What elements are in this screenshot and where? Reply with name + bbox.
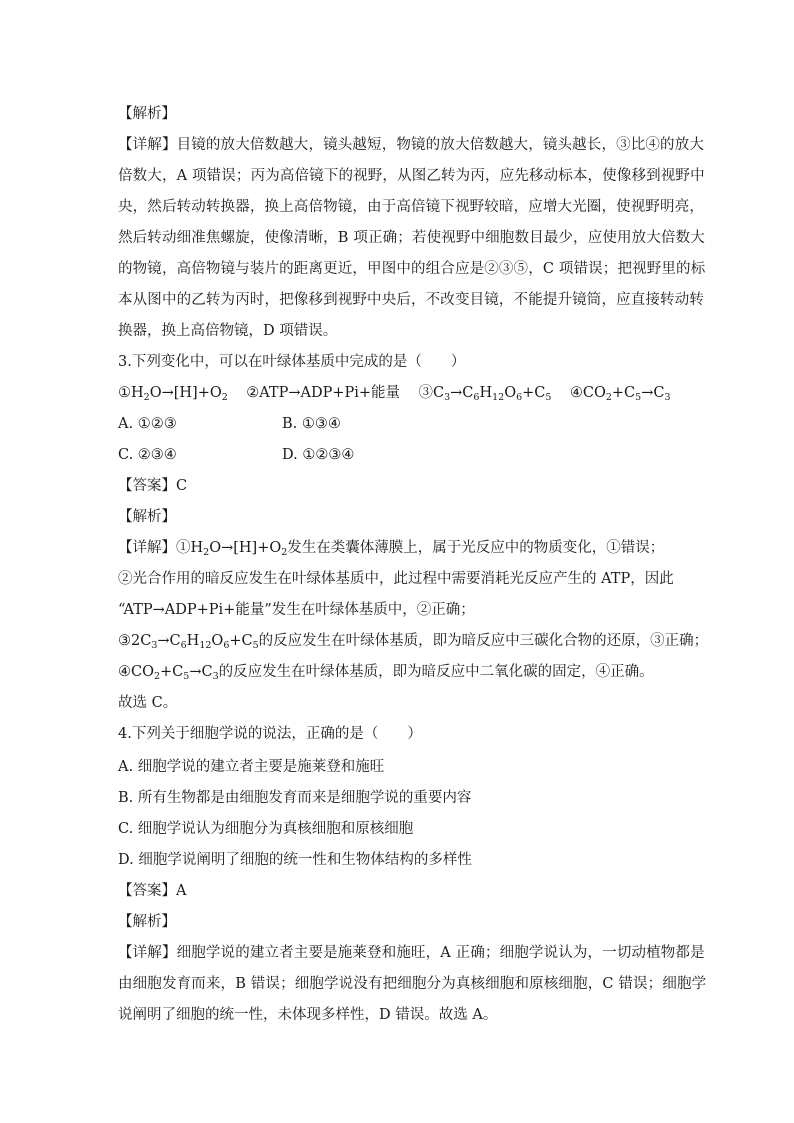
option-c: C. 细胞学说认为细胞分为真核细胞和原核细胞 xyxy=(118,821,414,837)
detail-line: 本从图中的乙转为丙时，把像移到视野中央后，不改变目镜，不能提升镜筒，应直接转动转 xyxy=(118,292,704,308)
detail-line: 央，然后转动转换器，换上高倍物镜，由于高倍镜下视野较暗，应增大光圈，使视野明亮， xyxy=(118,199,704,215)
option-b: B. ①③④ xyxy=(282,416,341,432)
detail-line: 换器，换上高倍物镜，D 项错误。 xyxy=(118,323,338,339)
jiexi-heading: 【解析】 xyxy=(118,914,176,930)
option-d: D. 细胞学说阐明了细胞的统一性和生物体结构的多样性 xyxy=(118,852,472,868)
item-3: $③C_3\to C_6H_{12}O_6+C_5$ xyxy=(418,385,552,403)
item-1: $①H_2O\to[H]+O_2$ xyxy=(118,385,228,403)
detail-line: “ATP→ADP+Pi+能量”发生在叶绿体基质中，②正确； xyxy=(118,602,475,618)
question-stem: 3.下列变化中，可以在叶绿体基质中完成的是（ ） xyxy=(118,354,466,370)
option-b: B. 所有生物都是由细胞发育而来是细胞学说的重要内容 xyxy=(118,790,472,806)
option-c: C. ②③④ xyxy=(118,447,177,463)
detail-line: 的物镜，高倍物镜与装片的距离更近，甲图中的组合应是②③⑤，C 项错误；把视野里的标 xyxy=(118,261,706,277)
detail-line: 说阐明了细胞的统一性，未体现多样性，D 错误。故选 A。 xyxy=(118,1007,498,1023)
question-items xyxy=(118,383,670,403)
question-stem: 4.下列关于细胞学说的说法，正确的是（ ） xyxy=(118,726,422,742)
answer: 【答案】C xyxy=(118,478,188,494)
jiexi-heading: 【解析】 xyxy=(118,509,176,525)
detail-line: 故选 C。 xyxy=(118,695,178,711)
option-d: D. ①②③④ xyxy=(282,447,355,463)
detail-line: 然后转动细准焦螺旋，使像清晰，B 项正确；若使视野中细胞数目最少，应使用放大倍数大 xyxy=(118,230,705,246)
detail-line: 倍数大，A 项错误；丙为高倍镜下的视野，从图乙转为丙，应先移动标本，使像移到视野中 xyxy=(118,168,705,184)
jiexi-heading: 【解析】 xyxy=(118,106,176,122)
detail-line: 【详解】细胞学说的建立者主要是施莱登和施旺，A 正确；细胞学说认为，一切动植物都是 xyxy=(118,945,705,961)
detail-line: 【详解】目镜的放大倍数越大，镜头越短，物镜的放大倍数越大，镜头越长，③比④的放大 xyxy=(118,137,704,153)
answer: 【答案】A xyxy=(118,883,187,899)
option-a: A. 细胞学说的建立者主要是施莱登和施旺 xyxy=(118,759,385,775)
detail-line: $④CO_2+C_5\to C_3$的反应发生在叶绿体基质，即为暗反应中二氧化碳的固定，④正确。 xyxy=(118,664,654,682)
option-a: A. ①②③ xyxy=(118,416,177,432)
item-4: $④CO_2+C_5\to C_3$ xyxy=(569,385,671,403)
item-2: ②ATP→ADP+Pi+能量 xyxy=(246,385,401,401)
detail-line: 由细胞发育而来，B 错误；细胞学说没有把细胞分为真核细胞和原核细胞，C 错误；细胞学 xyxy=(118,976,707,992)
detail-line: ②光合作用的暗反应发生在叶绿体基质中，此过程中需要消耗光反应产生的 ATP，因此 xyxy=(118,571,674,587)
detail-line: $③2C_3\to C_6H_{12}O_6+C_5$的反应发生在叶绿体基质，即为暗反应中三碳化合物的还原，③正确； xyxy=(118,633,709,651)
detail-line: 【详解】$①H_2O\to[H]+O_2$发生在类囊体薄膜上，属于光反应中的物质变化，①错误； xyxy=(118,540,665,558)
